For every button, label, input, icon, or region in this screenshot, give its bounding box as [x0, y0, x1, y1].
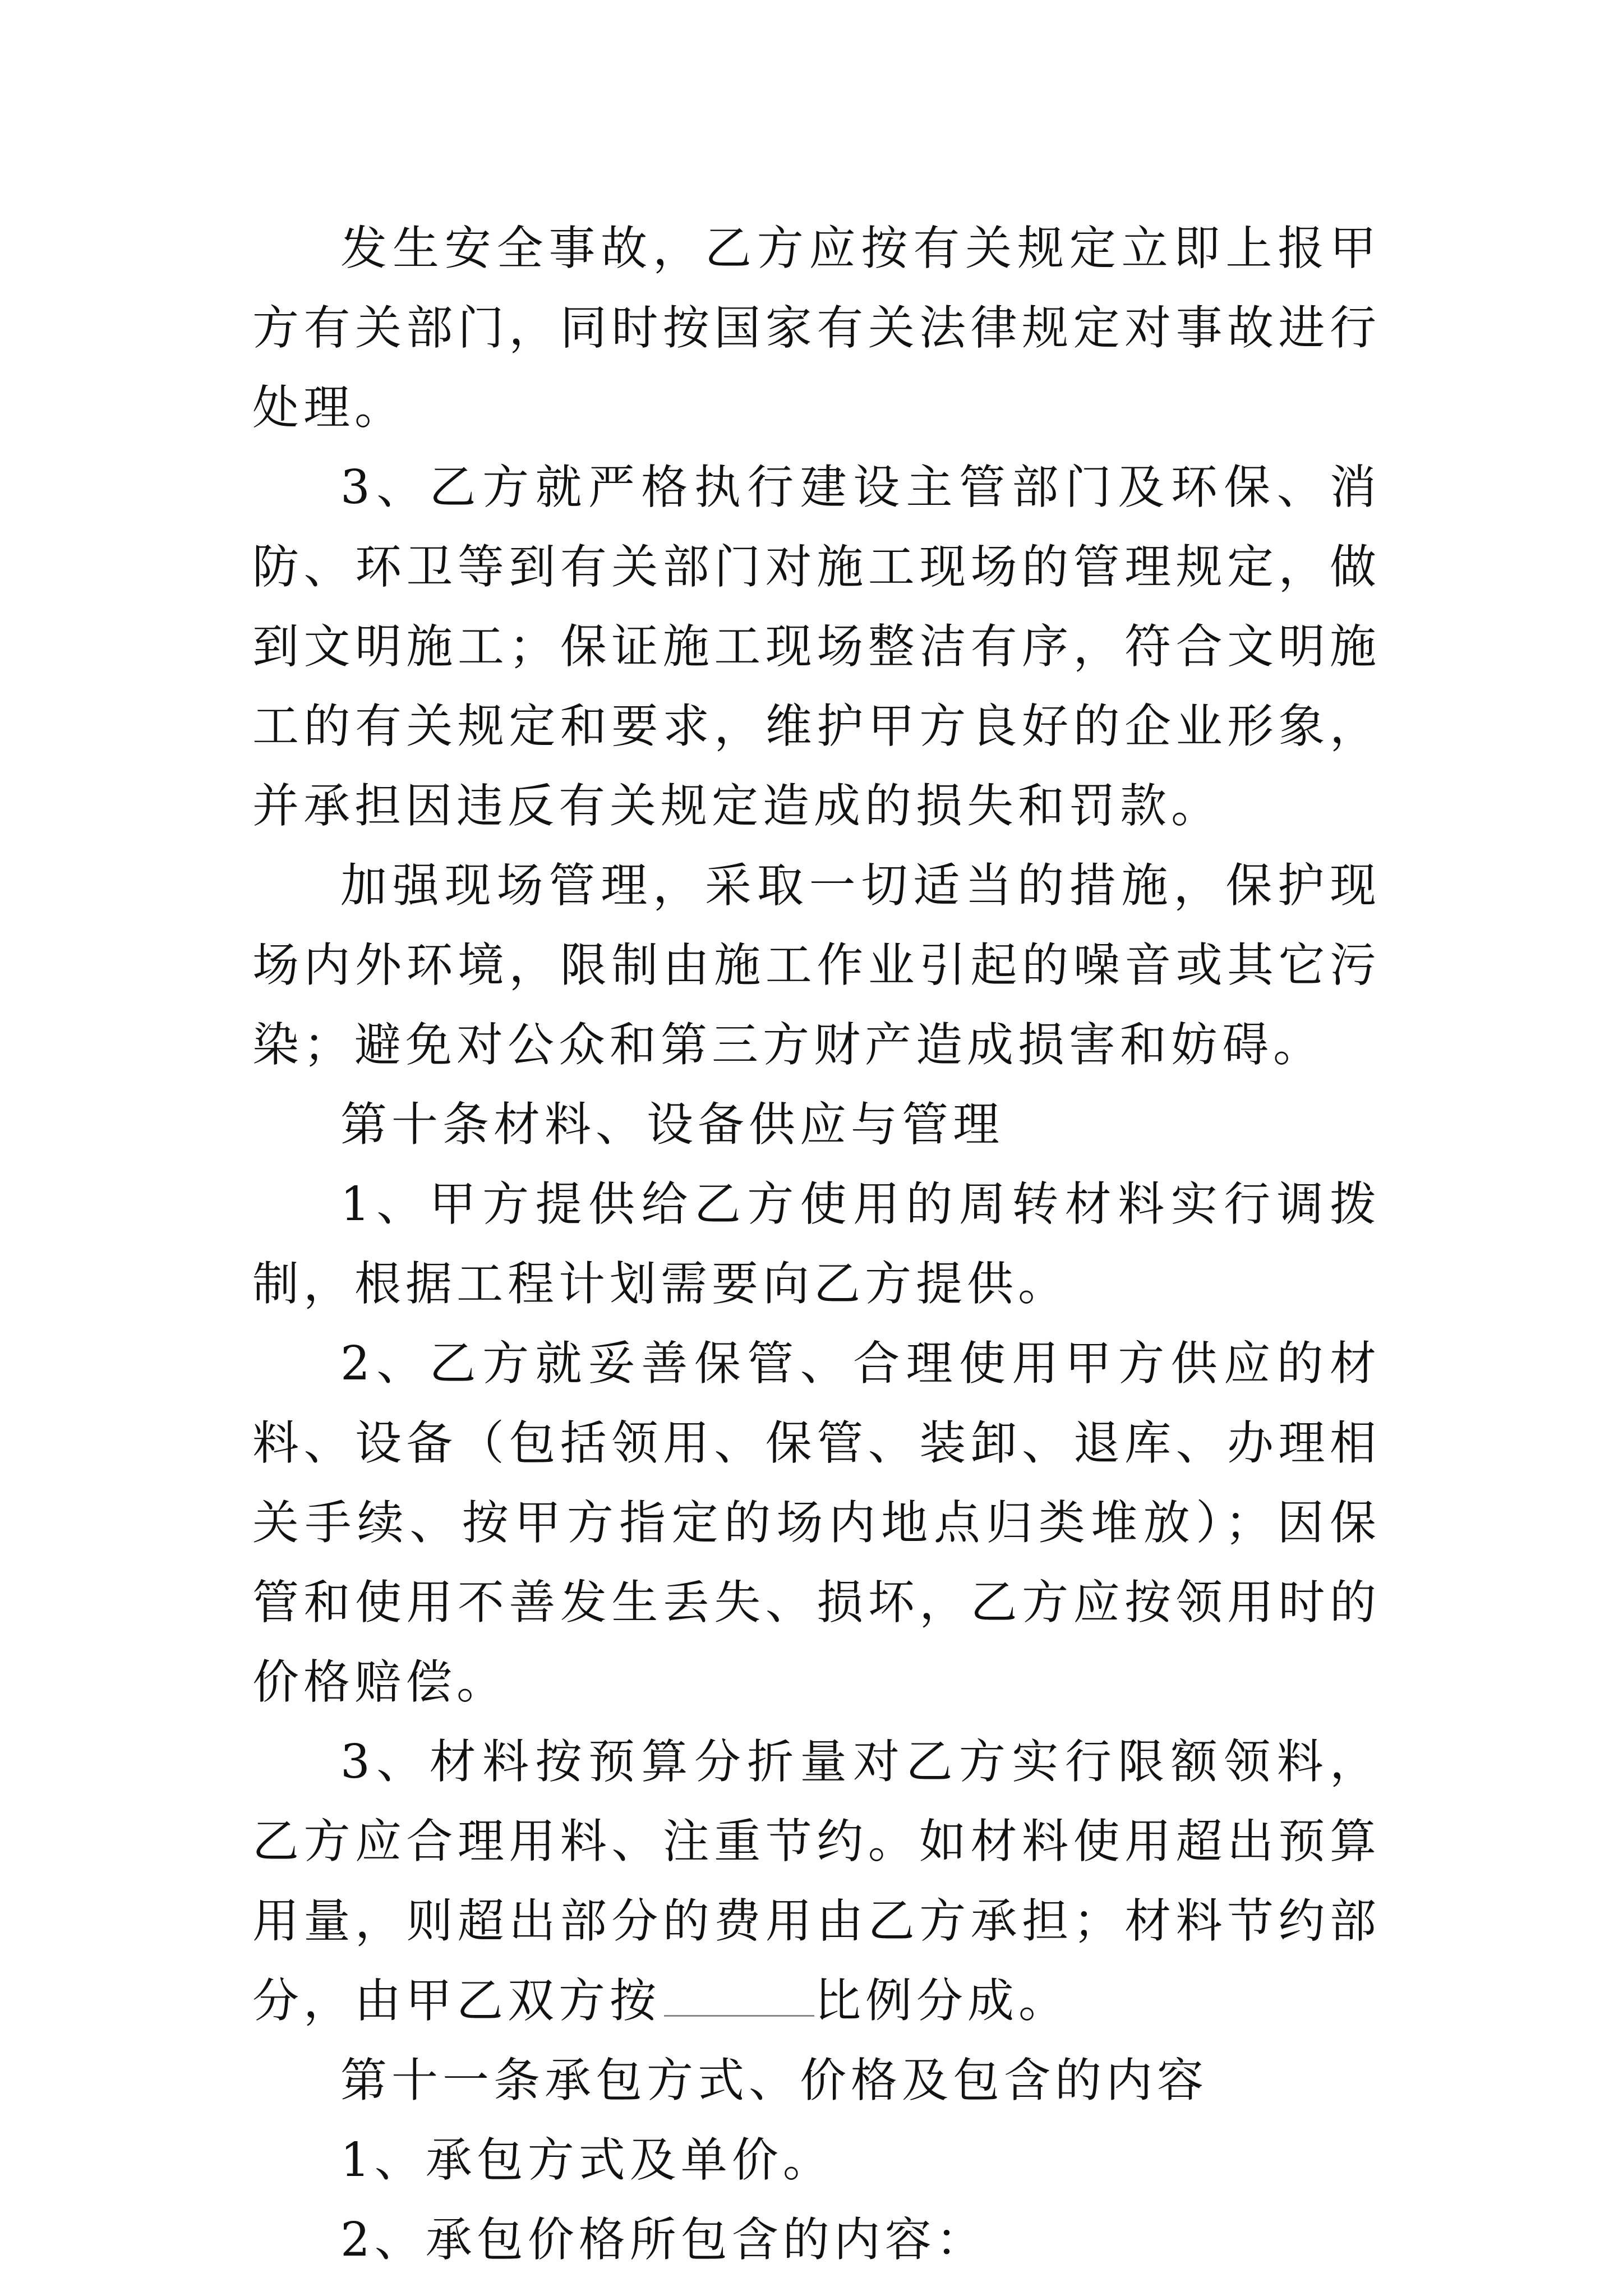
paragraph-material-custody: 2、乙方就妥善保管、合理使用甲方供应的材料、设备（包括领用、保管、装卸、退库、办理相关手续、按甲方指定的场内地点归类堆放）；因保管和使用不善发生丢失、损坏，乙方应按领用时的价格赔偿。 — [252, 1336, 1381, 1709]
article-10-heading: 第十条材料、设备供应与管理 — [340, 1097, 1004, 1152]
document-page — [252, 209, 1381, 2280]
material-quota-text-end: 比例分成。 — [814, 1973, 1069, 2028]
paragraph-price-content: 2、承包价格所包含的内容： — [340, 2212, 987, 2267]
material-quota-text: 3、材料按预算分折量对乙方实行限额领料，乙方应合理用料、注重节约。如材料使用超出预算用量，则超出部分的费用由乙方承担；材料节约部分，由甲乙双方按 — [252, 1734, 1381, 2028]
paragraph-contract-method: 1、承包方式及单价。 — [340, 2133, 834, 2187]
fill-in-blank — [664, 1975, 814, 2017]
paragraph-site-management: 加强现场管理，采取一切适当的措施，保护现场内外环境，限制由施工作业引起的噪音或其它污染；避免对公众和第三方财产造成损害和妨碍。 — [252, 858, 1381, 1072]
article-11-heading: 第十一条承包方式、价格及包含的内容 — [340, 2053, 1208, 2108]
paragraph-civilized-construction: 3、乙方就严格执行建设主管部门及环保、消防、环卫等到有关部门对施工现场的管理规定，做到文明施工；保证施工现场整洁有序，符合文明施工的有关规定和要求，维护甲方良好的企业形象，并承担因违反有关规定造成的损失和罚款。 — [252, 460, 1381, 833]
paragraph-turnover-materials: 1、甲方提供给乙方使用的周转材料实行调拨制，根据工程计划需要向乙方提供。 — [252, 1177, 1381, 1311]
paragraph-accident-report: 发生安全事故，乙方应按有关规定立即上报甲方有关部门，同时按国家有关法律规定对事故进行处理。 — [252, 221, 1381, 435]
paragraph-material-quota — [252, 1722, 1381, 2041]
